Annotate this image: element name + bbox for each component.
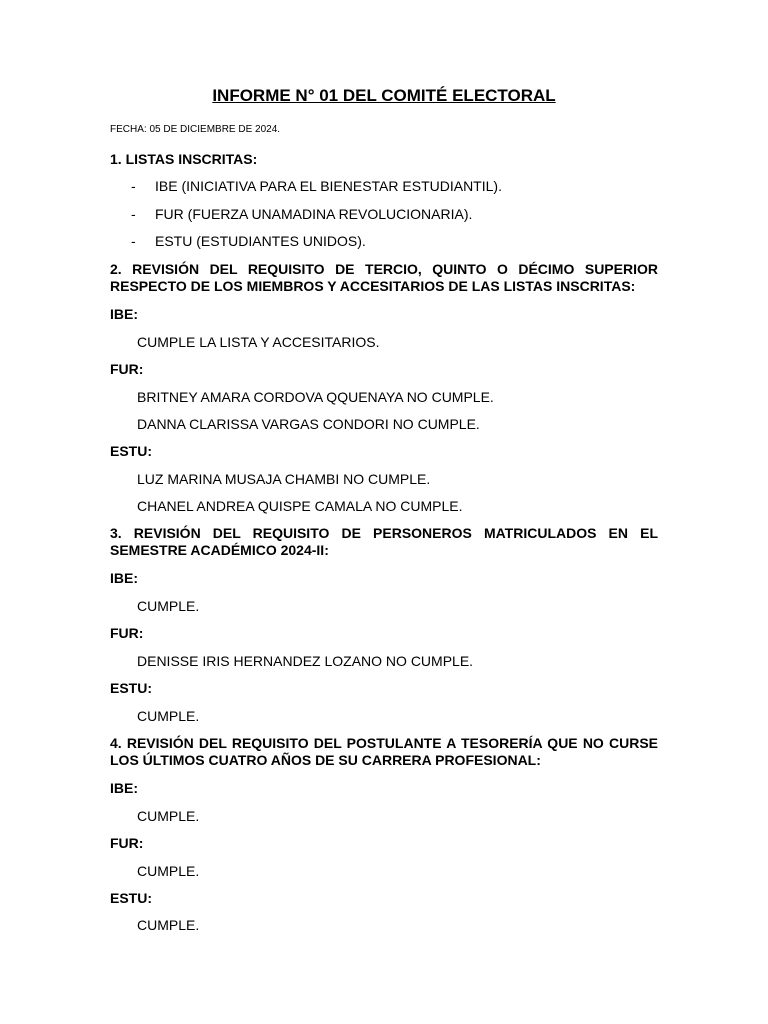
section-3-heading-line-2: SEMESTRE ACADÉMICO 2024-II:: [110, 542, 329, 558]
list-item-estu: ESTU (ESTUDIANTES UNIDOS).: [155, 233, 366, 249]
section-4-estu-label: ESTU:: [110, 890, 152, 906]
section-4-estu-item: CUMPLE.: [137, 917, 200, 933]
section-4-fur-item: CUMPLE.: [137, 863, 200, 879]
section-2-ibe-label: IBE:: [110, 306, 138, 322]
section-1-heading: 1. LISTAS INSCRITAS:: [110, 151, 258, 167]
list-bullet: -: [131, 206, 136, 222]
section-3-heading-line-1: 3. REVISIÓN DEL REQUISITO DE PERSONEROS MATRICULADOS EN EL: [110, 525, 658, 541]
section-3-estu-item: CUMPLE.: [137, 708, 200, 724]
section-2-fur-item: BRITNEY AMARA CORDOVA QQUENAYA NO CUMPLE.: [137, 389, 494, 405]
list-bullet: -: [131, 178, 136, 194]
section-3-fur-item: DENISSE IRIS HERNANDEZ LOZANO NO CUMPLE.: [137, 653, 474, 669]
document-title: INFORME N° 01 DEL COMITÉ ELECTORAL: [212, 86, 556, 105]
document-date: FECHA: 05 DE DICIEMBRE DE 2024.: [110, 124, 281, 135]
section-3-ibe-label: IBE:: [110, 570, 138, 586]
section-3-ibe-item: CUMPLE.: [137, 598, 200, 614]
section-4-fur-label: FUR:: [110, 835, 144, 851]
section-3-fur-label: FUR:: [110, 625, 144, 641]
section-2-heading-line-2: RESPECTO DE LOS MIEMBROS Y ACCESITARIOS DE LAS LISTAS INSCRITAS:: [110, 278, 636, 294]
section-2-estu-item: CHANEL ANDREA QUISPE CAMALA NO CUMPLE.: [137, 498, 463, 514]
list-item-fur: FUR (FUERZA UNAMADINA REVOLUCIONARIA).: [155, 206, 473, 222]
section-2-heading: [110, 261, 658, 295]
section-4-ibe-label: IBE:: [110, 780, 138, 796]
list-bullet: -: [131, 233, 136, 249]
list-item-ibe: IBE (INICIATIVA PARA EL BIENESTAR ESTUDIANTIL).: [155, 178, 502, 194]
section-4-heading-line-2: LOS ÚLTIMOS CUATRO AÑOS DE SU CARRERA PROFESIONAL:: [110, 752, 541, 768]
section-4-heading-line-1: 4. REVISIÓN DEL REQUISITO DEL POSTULANTE A TESORERÍA QUE NO CURSE: [110, 735, 658, 751]
section-4-ibe-item: CUMPLE.: [137, 808, 200, 824]
section-4-heading: [110, 735, 658, 769]
section-2-estu-item: LUZ MARINA MUSAJA CHAMBI NO CUMPLE.: [137, 471, 431, 487]
section-3-estu-label: ESTU:: [110, 680, 152, 696]
section-2-fur-item: DANNA CLARISSA VARGAS CONDORI NO CUMPLE.: [137, 416, 480, 432]
section-2-ibe-item: CUMPLE LA LISTA Y ACCESITARIOS.: [137, 334, 380, 350]
section-2-estu-label: ESTU:: [110, 443, 152, 459]
section-2-fur-label: FUR:: [110, 361, 144, 377]
section-2-heading-line-1: 2. REVISIÓN DEL REQUISITO DE TERCIO, QUINTO O DÉCIMO SUPERIOR: [110, 261, 658, 277]
section-3-heading: [110, 525, 658, 559]
